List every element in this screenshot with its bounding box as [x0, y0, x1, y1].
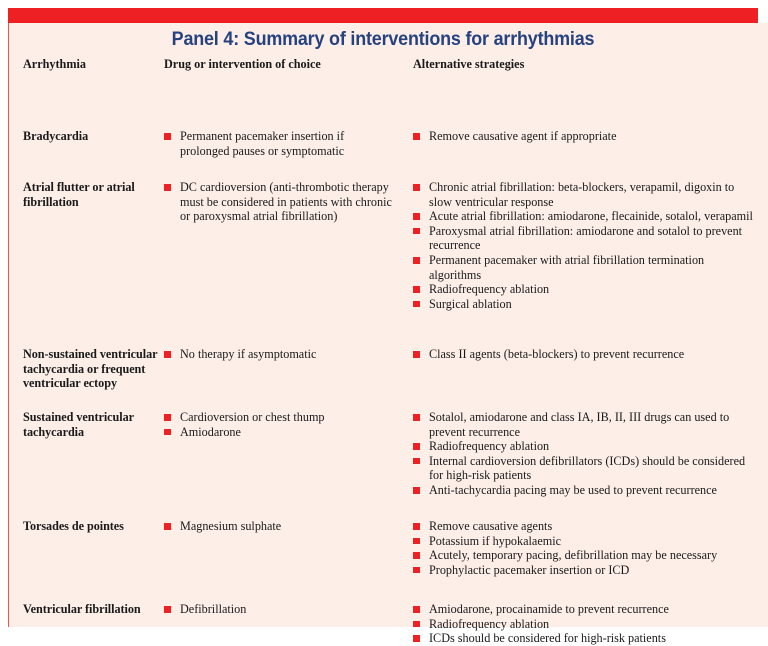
- red-square-bullet-icon: [164, 184, 171, 191]
- list-item-text: Sotalol, amiodarone and class IA, IB, II, III drugs can used to prevent recurrence: [429, 410, 730, 439]
- list-item: [164, 129, 395, 158]
- red-square-bullet-icon: [413, 458, 420, 465]
- list-item-text: ICDs should be considered for high-risk patients: [429, 631, 666, 646]
- list-item: [164, 410, 395, 425]
- table-row: [9, 602, 768, 646]
- red-square-bullet-icon: [413, 523, 420, 530]
- list-item: [413, 439, 759, 454]
- list-item: [413, 410, 759, 439]
- list-item-text: Acutely, temporary pacing, defibrillation may be necessary: [429, 548, 718, 563]
- list-item-text: DC cardioversion (anti-thrombotic therapy must be considered in patients with chronic or paroxysmal atrial fibrillation): [180, 180, 392, 224]
- list-item-text: Paroxysmal atrial fibrillation: amiodarone and sotalol to prevent recurrence: [429, 223, 743, 253]
- drug-of-choice-list: [164, 519, 413, 534]
- red-square-bullet-icon: [413, 538, 420, 545]
- alternative-strategies-list: [413, 180, 753, 311]
- list-item: [413, 563, 759, 578]
- arrhythmia-name-cell: [9, 602, 164, 617]
- red-square-bullet-icon: [164, 523, 171, 530]
- list-item-text: Defibrillation: [180, 602, 247, 616]
- red-square-bullet-icon: [413, 286, 420, 293]
- list-item-text: Remove causative agents: [429, 519, 553, 533]
- arrhythmia-name-cell: [9, 347, 164, 391]
- panel-container: [8, 0, 768, 646]
- drug-of-choice-list: [164, 180, 413, 224]
- interventions-table: [9, 57, 768, 646]
- list-item: [413, 519, 759, 534]
- list-item: [413, 617, 759, 632]
- table-row: [9, 410, 768, 498]
- list-item: [413, 602, 759, 617]
- list-item: [164, 519, 395, 534]
- arrhythmia-name-cell: [9, 410, 164, 439]
- column-header-drug: Drug or intervention of choice: [164, 57, 321, 71]
- list-item: [413, 282, 759, 297]
- alternative-strategies-list: [413, 602, 753, 646]
- red-square-bullet-icon: [164, 414, 171, 421]
- drug-of-choice-cell: [164, 519, 413, 534]
- alternative-strategies-cell: [413, 519, 753, 577]
- red-square-bullet-icon: [413, 414, 420, 421]
- arrhythmia-name: Bradycardia: [23, 129, 89, 143]
- list-item-text: Permanent pacemaker with atrial fibrillation termination algorithms: [429, 252, 705, 282]
- alternative-strategies-list: [413, 410, 753, 498]
- page-title: Panel 4: Summary of interventions for arrhythmias: [171, 28, 595, 50]
- drug-of-choice-list: [164, 410, 413, 439]
- column-header-arrhythmia: Arrhythmia: [23, 57, 86, 71]
- list-item-text: Class II agents (beta-blockers) to prevent recurrence: [429, 347, 685, 361]
- red-square-bullet-icon: [413, 606, 420, 613]
- table-row: [9, 347, 768, 391]
- list-item-text: Remove causative agent if appropriate: [429, 129, 617, 143]
- list-item: [413, 631, 759, 646]
- list-item-text: Anti-tachycardia pacing may be used to prevent recurrence: [429, 482, 717, 497]
- list-item-text: Amiodarone: [180, 424, 241, 439]
- red-square-bullet-icon: [413, 621, 420, 628]
- list-item: [413, 129, 759, 144]
- red-square-bullet-icon: [413, 487, 420, 494]
- list-item: [413, 483, 759, 498]
- drug-of-choice-list: [164, 129, 413, 158]
- drug-of-choice-cell: [164, 347, 413, 362]
- list-item: [413, 534, 759, 549]
- list-item: [413, 347, 759, 362]
- table-header-row: [9, 57, 768, 72]
- column-header-arrhythmia-cell: [9, 57, 164, 72]
- list-item-text: Internal cardioversion defibrillators (ICDs) should be considered for high-risk patients: [429, 453, 746, 483]
- red-square-bullet-icon: [164, 606, 171, 613]
- column-header-alternatives-cell: [413, 57, 753, 72]
- list-item: [164, 347, 395, 362]
- red-square-bullet-icon: [413, 567, 420, 574]
- alternative-strategies-cell: [413, 180, 753, 311]
- table-rows-container: [9, 72, 768, 646]
- list-item-text: No therapy if asymptomatic: [180, 347, 317, 361]
- list-item-text: Potassium if hypokalaemic: [429, 533, 562, 548]
- list-item: [413, 548, 759, 563]
- red-square-bullet-icon: [413, 257, 420, 264]
- list-item-text: Prophylactic pacemaker insertion or ICD: [429, 562, 630, 577]
- arrhythmia-name: Atrial flutter or atrial fibrillation: [23, 180, 135, 209]
- red-square-bullet-icon: [413, 301, 420, 308]
- list-item: [413, 454, 759, 483]
- list-item: [164, 425, 395, 440]
- red-square-bullet-icon: [164, 351, 171, 358]
- list-item-text: Radiofrequency ablation: [429, 616, 550, 631]
- red-square-bullet-icon: [413, 184, 420, 191]
- table-row: [9, 129, 768, 158]
- arrhythmia-name: Ventricular fibrillation: [23, 602, 141, 616]
- red-square-bullet-icon: [413, 351, 420, 358]
- arrhythmia-name: Sustained ventricular tachycardia: [23, 410, 134, 439]
- list-item-text: Surgical ablation: [429, 296, 512, 311]
- alternative-strategies-list: [413, 519, 753, 577]
- arrhythmia-name: Non-sustained ventricular tachycardia or frequent ventricular ectopy: [23, 347, 158, 390]
- list-item-text: Magnesium sulphate: [180, 519, 282, 533]
- alternative-strategies-cell: [413, 410, 753, 498]
- table-row: [9, 519, 768, 577]
- list-item: [164, 180, 395, 224]
- panel-top-accent-bar: [8, 8, 758, 23]
- alternative-strategies-list: [413, 129, 753, 144]
- panel-body: [8, 23, 768, 646]
- list-item: [413, 297, 759, 312]
- drug-of-choice-list: [164, 347, 413, 362]
- red-square-bullet-icon: [413, 552, 420, 559]
- list-item-text: Radiofrequency ablation: [429, 439, 550, 454]
- list-item-text: Permanent pacemaker insertion if prolonged pauses or symptomatic: [180, 129, 345, 158]
- list-item: [164, 602, 395, 617]
- list-item: [413, 180, 759, 209]
- drug-of-choice-cell: [164, 410, 413, 439]
- red-square-bullet-icon: [413, 213, 420, 220]
- list-item-text: Radiofrequency ablation: [429, 282, 550, 297]
- red-square-bullet-icon: [164, 429, 171, 436]
- column-header-alternatives: Alternative strategies: [413, 57, 525, 71]
- alternative-strategies-cell: [413, 129, 753, 144]
- alternative-strategies-cell: [413, 602, 753, 646]
- red-square-bullet-icon: [164, 133, 171, 140]
- red-square-bullet-icon: [413, 635, 420, 642]
- column-header-drug-cell: [164, 57, 413, 72]
- table-row: [9, 180, 768, 311]
- arrhythmia-name-cell: [9, 180, 164, 209]
- list-item: [413, 224, 759, 253]
- red-square-bullet-icon: [413, 228, 420, 235]
- list-item-text: Chronic atrial fibrillation: beta-blockers, verapamil, digoxin to slow ventricular response: [429, 180, 735, 209]
- alternative-strategies-cell: [413, 347, 753, 362]
- drug-of-choice-cell: [164, 602, 413, 617]
- drug-of-choice-list: [164, 602, 413, 617]
- list-item-text: Acute atrial fibrillation: amiodarone, flecainide, sotalol, verapamil: [429, 209, 753, 224]
- arrhythmia-name-cell: [9, 129, 164, 144]
- drug-of-choice-cell: [164, 129, 413, 158]
- drug-of-choice-cell: [164, 180, 413, 224]
- list-item-text: Amiodarone, procainamide to prevent recurrence: [429, 602, 669, 616]
- alternative-strategies-list: [413, 347, 753, 362]
- list-item-text: Cardioversion or chest thump: [180, 410, 325, 424]
- red-square-bullet-icon: [413, 443, 420, 450]
- list-item: [413, 253, 759, 282]
- arrhythmia-name-cell: [9, 519, 164, 534]
- red-square-bullet-icon: [413, 133, 420, 140]
- list-item: [413, 209, 759, 224]
- arrhythmia-name: Torsades de pointes: [23, 519, 124, 533]
